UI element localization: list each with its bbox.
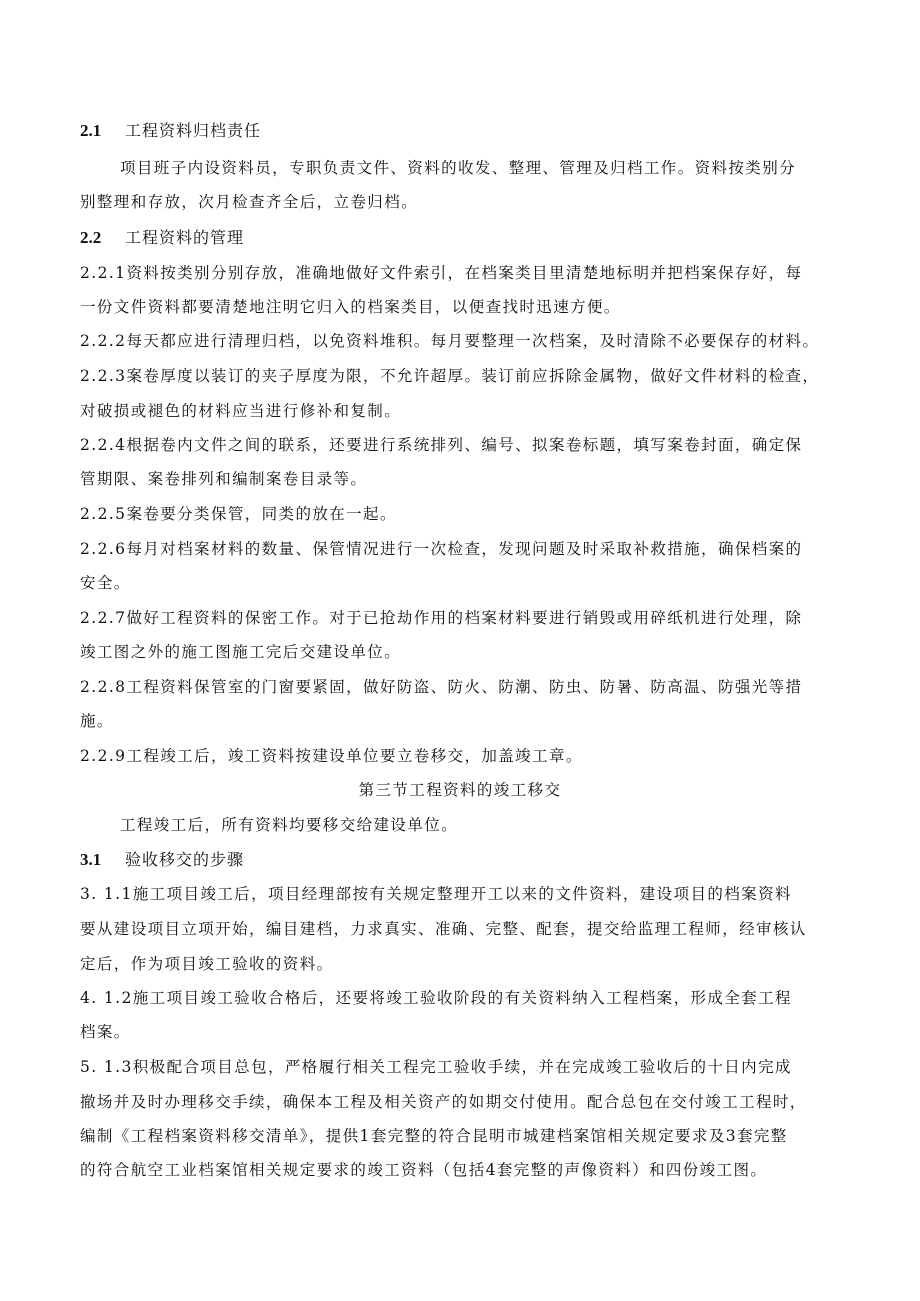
- section-number: 2.1: [80, 121, 102, 140]
- paragraph-line: 2.2.6每月对档案材料的数量、保管情况进行一次检查，发现问题及时采取补救措施，确保档案的: [80, 540, 803, 558]
- paragraph-line: 2.2.1资料按类别分别存放，准确地做好文件索引，在档案类目里清楚地标明并把档案保存好，每: [80, 264, 803, 282]
- paragraph-line: 编制《工程档案资料移交清单》，提供1套完整的符合昆明市城建档案馆相关规定要求及3套完整: [80, 1127, 788, 1145]
- paragraph-line: 撤场并及时办理移交手续，确保本工程及相关资产的如期交付使用。配合总包在交付竣工工程时，: [80, 1093, 807, 1111]
- paragraph-line: 工程竣工后，所有资料均要移交给建设单位。: [120, 816, 459, 834]
- paragraph-line: 2.2.7做好工程资料的保密工作。对于已抢劫作用的档案材料要进行销毁或用碎纸机进行处理，除: [80, 609, 803, 627]
- paragraph-line: 安全。: [80, 574, 131, 592]
- paragraph-line: 的符合航空工业档案馆相关规定要求的竣工资料（包括4套完整的声像资料）和四份竣工图。: [80, 1161, 768, 1179]
- paragraph-line: 5. 1.3积极配合项目总包，严格履行相关工程完工验收手续，并在完成竣工验收后的十日内完成: [80, 1058, 792, 1076]
- section-title: 验收移交的步骤: [125, 850, 245, 869]
- paragraph-line: 2.2.2每天都应进行清理归档，以免资料堆积。每月要整理一次档案，及时清除不必要保存的材料。: [80, 332, 820, 350]
- paragraph-line: 档案。: [80, 1023, 131, 1041]
- paragraph-line: 2.2.5案卷要分类保管，同类的放在一起。: [80, 505, 397, 523]
- paragraph-line: 对破损或褪色的材料应当进行修补和复制。: [80, 402, 402, 420]
- paragraph-line: 2.2.9工程竣工后，竣工资料按建设单位要立卷移交，加盖竣工章。: [80, 747, 583, 765]
- paragraph-line: 4. 1.2施工项目竣工验收合格后，还要将竣工验收阶段的有关资料纳入工程档案，形成全套工程: [80, 989, 792, 1007]
- paragraph-line: 3. 1.1施工项目竣工后，项目经理部按有关规定整理开工以来的文件资料，建设项目的档案资料: [80, 885, 792, 903]
- paragraph-line: 定后，作为项目竣工验收的资料。: [80, 955, 334, 973]
- paragraph-line: 2.2.3案卷厚度以装订的夹子厚度为限，不允许超厚。装订前应拆除金属物，做好文件材料的检查，: [80, 367, 820, 385]
- paragraph-line: 要从建设项目立项开始，编目建档，力求真实、准确、完整、配套，提交给监理工程师，经审核认: [80, 920, 807, 938]
- paragraph-line: 2.2.8工程资料保管室的门窗要紧固，做好防盗、防火、防潮、防虫、防暑、防高温、防强光等措: [80, 678, 803, 696]
- section-number: 3.1: [80, 850, 102, 869]
- paragraph-line: 管期限、案卷排列和编制案卷目录等。: [80, 470, 368, 488]
- chapter-heading: 第三节工程资料的竣工移交: [358, 781, 562, 799]
- paragraph-line: 竣工图之外的施工图施工完后交建设单位。: [80, 643, 402, 661]
- paragraph-line: 一份文件资料都要清楚地注明它归入的档案类目，以便查找时迅速方便。: [80, 298, 621, 316]
- section-title: 工程资料的管理: [125, 228, 245, 247]
- paragraph-line: 2.2.4根据卷内文件之间的联系，还要进行系统排列、编号、拟案卷标题，填写案卷封面，确定保: [80, 436, 803, 454]
- paragraph-line: 别整理和存放，次月检查齐全后，立卷归档。: [80, 193, 419, 211]
- paragraph-line: 施。: [80, 712, 114, 730]
- section-number: 2.2: [80, 228, 102, 247]
- section-title: 工程资料归档责任: [125, 121, 262, 140]
- paragraph-line: 项目班子内设资料员，专职负责文件、资料的收发、整理、管理及归档工作。资料按类别分: [120, 159, 797, 177]
